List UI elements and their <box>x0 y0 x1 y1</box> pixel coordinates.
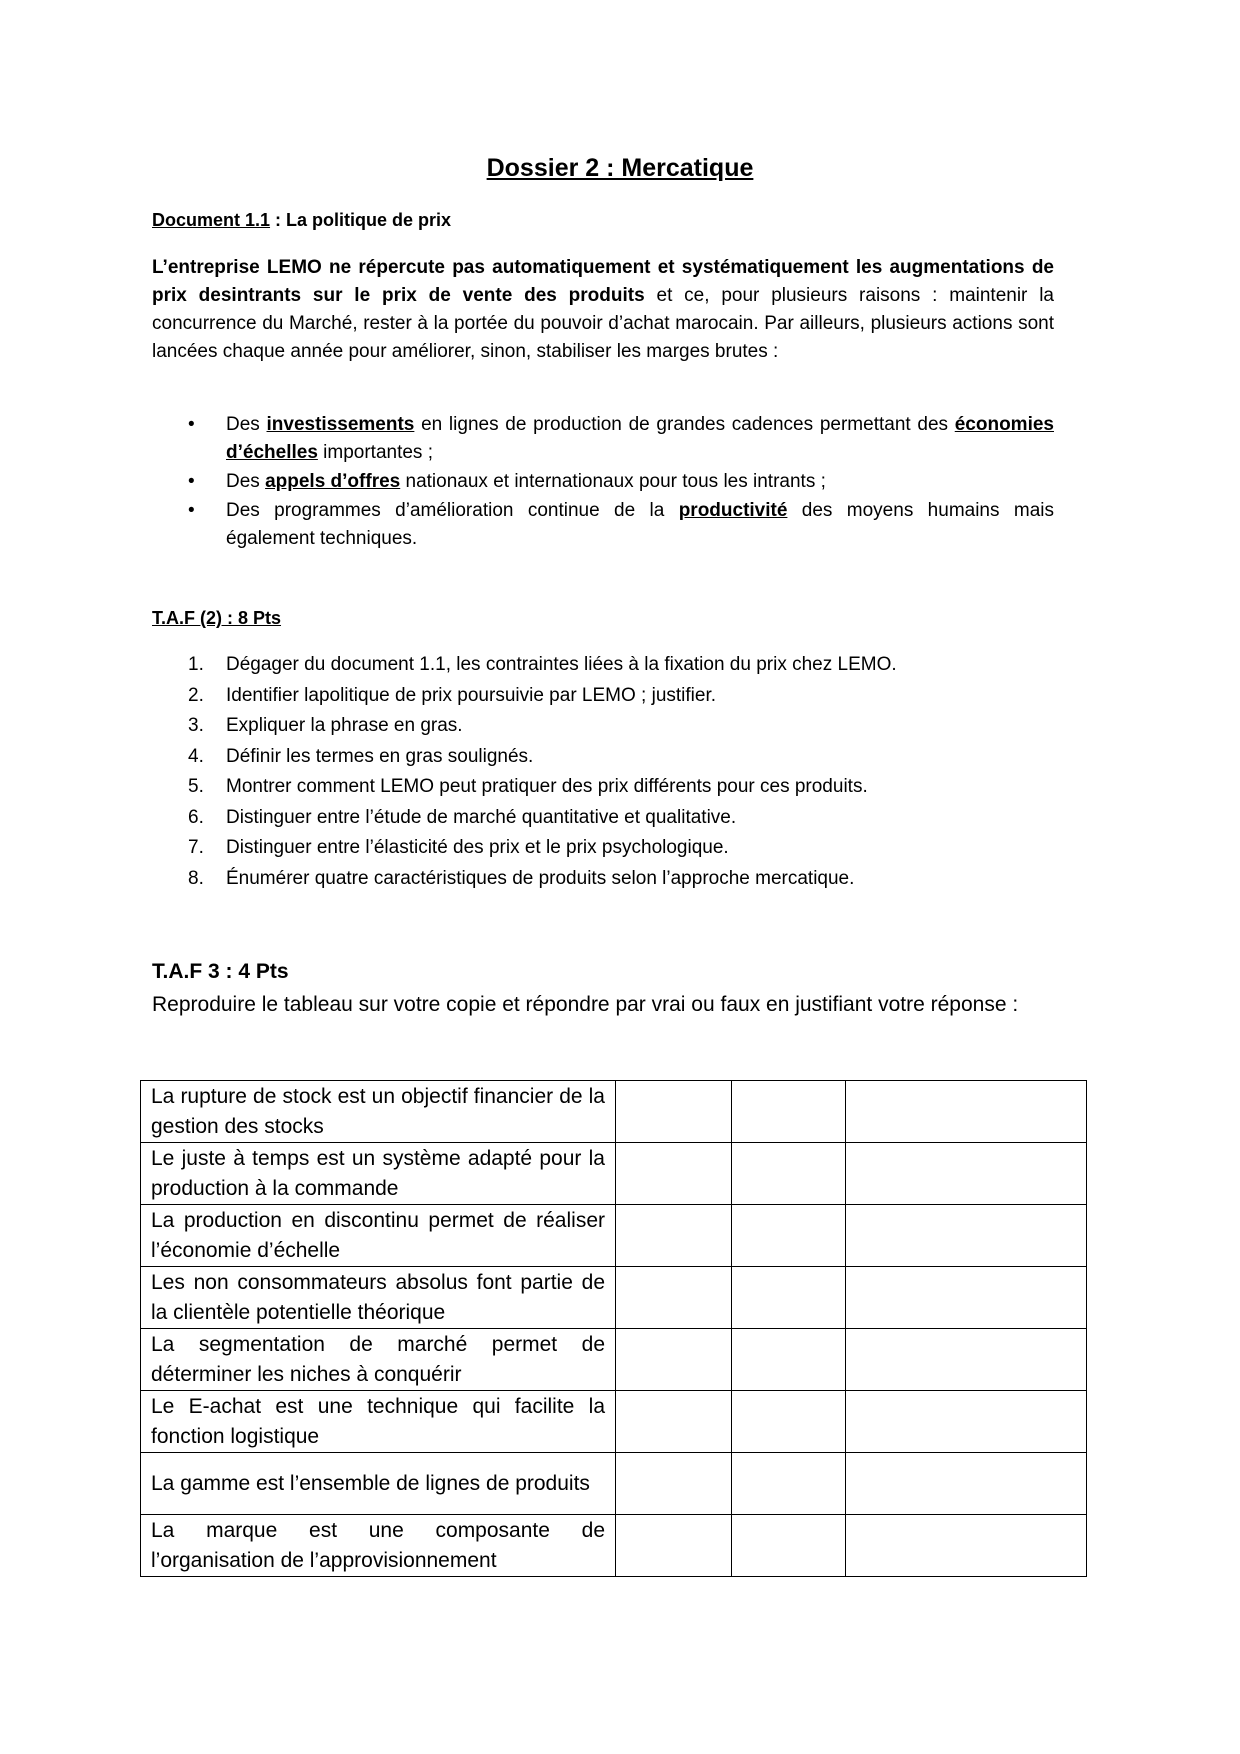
statement-cell: La production en discontinu permet de réaliser l’économie d’échelle <box>141 1205 616 1267</box>
document-sep: : <box>270 210 287 230</box>
bullet-text: importantes ; <box>317 442 433 463</box>
table-row <box>141 1329 1087 1391</box>
question-number: 3. <box>188 715 204 736</box>
bullet-icon: • <box>188 471 195 492</box>
table-row <box>141 1391 1087 1453</box>
table-row <box>141 1453 1087 1515</box>
question-text: Dégager du document 1.1, les contraintes liées à la fixation du prix chez LEMO. <box>226 654 897 675</box>
justification-cell <box>846 1453 1087 1515</box>
question-item <box>152 681 1054 712</box>
question-number: 2. <box>188 684 204 706</box>
true-false-table <box>140 1080 1087 1577</box>
justification-cell <box>846 1081 1087 1143</box>
question-number: 6. <box>188 806 204 828</box>
statement-cell: Le E-achat est une technique qui facilite la fonction logistique <box>141 1391 616 1453</box>
question-number: 7. <box>188 837 204 858</box>
answer-cell <box>732 1205 846 1267</box>
answer-cell <box>616 1329 732 1391</box>
term-appels-offres: appels d’offres <box>265 471 401 492</box>
question-text: Distinguer entre l’élasticité des prix et le prix psychologique. <box>226 837 729 858</box>
document-subtitle: La politique de prix <box>286 210 452 230</box>
paragraph-bold: L’entreprise LEMO ne répercute pas automatiquement et systématiquement les augmentations de prix desintrants sur le prix de vente des produits <box>152 257 1054 306</box>
table-row <box>141 1205 1087 1267</box>
question-text: Énumérer quatre caractéristiques de produits selon l’approche mercatique. <box>226 867 855 889</box>
taf3-instruction: Reproduire le tableau sur votre copie et répondre par vrai ou faux en justifiant votre réponse : <box>152 993 1019 1016</box>
justification-cell <box>846 1329 1087 1391</box>
table-row <box>141 1143 1087 1205</box>
justification-cell <box>846 1391 1087 1453</box>
statement-cell: La marque est une composante de l’organisation de l’approvisionnement <box>141 1515 616 1577</box>
answer-cell <box>616 1453 732 1515</box>
answer-cell <box>616 1391 732 1453</box>
term-economies-echelles: économies d’échelles <box>226 414 1054 463</box>
bullet-text: Des <box>226 471 266 492</box>
question-item <box>152 742 1054 773</box>
paragraph-rest: et ce, pour plusieurs raisons : maintenir la concurrence du Marché, rester à la portée du pouvoir d’achat marocain. Par ailleurs, plusieurs actions sont lancées chaque année pour améliorer, sinon, stabiliser les marges brutes : <box>152 285 1054 362</box>
question-text: Expliquer la phrase en gras. <box>226 715 463 736</box>
question-text: Montrer comment LEMO peut pratiquer des prix différents pour ces produits. <box>226 776 868 797</box>
answer-cell <box>732 1267 846 1329</box>
taf2-question-list <box>152 650 1054 894</box>
bullet-list <box>152 411 1054 554</box>
document-paragraph <box>152 254 1054 366</box>
statement-cell: Les non consommateurs absolus font partie de la clientèle potentielle théorique <box>141 1267 616 1329</box>
question-text: Identifier lapolitique de prix poursuivie par LEMO ; justifier. <box>226 684 717 706</box>
answer-cell <box>732 1329 846 1391</box>
justification-cell <box>846 1267 1087 1329</box>
term-investissements: investissements <box>266 414 415 435</box>
question-item <box>152 650 1054 681</box>
bullet-text: en lignes de production de grandes cadences permettant des <box>414 414 955 435</box>
table-row <box>141 1081 1087 1143</box>
answer-cell <box>616 1267 732 1329</box>
question-text: Distinguer entre l’étude de marché quantitative et qualitative. <box>226 806 737 828</box>
answer-cell <box>616 1515 732 1577</box>
justification-cell <box>846 1515 1087 1577</box>
statement-cell: La segmentation de marché permet de déterminer les niches à conquérir <box>141 1329 616 1391</box>
bullet-item <box>152 468 1054 496</box>
justification-cell <box>846 1143 1087 1205</box>
statement-cell: Le juste à temps est un système adapté pour la production à la commande <box>141 1143 616 1205</box>
bullet-text: Des <box>226 414 267 435</box>
bullet-text: nationaux et internationaux pour tous les intrants ; <box>400 471 826 492</box>
question-item <box>152 711 1054 742</box>
taf2-heading: T.A.F (2) : 8 Pts <box>152 608 282 628</box>
answer-cell <box>616 1081 732 1143</box>
question-number: 4. <box>188 745 204 767</box>
question-item <box>152 864 1054 895</box>
answer-cell <box>732 1143 846 1205</box>
answer-cell <box>616 1205 732 1267</box>
question-item <box>152 772 1054 803</box>
question-number: 1. <box>188 654 204 675</box>
table-row <box>141 1515 1087 1577</box>
question-number: 5. <box>188 776 204 797</box>
statement-cell: La rupture de stock est un objectif financier de la gestion des stocks <box>141 1081 616 1143</box>
document-heading <box>152 208 451 232</box>
question-number: 8. <box>188 867 204 889</box>
question-text: Définir les termes en gras soulignés. <box>226 745 534 767</box>
bullet-text: des moyens humains mais également techniques. <box>226 500 1054 549</box>
bullet-icon: • <box>188 414 195 435</box>
answer-cell <box>732 1081 846 1143</box>
question-item <box>152 833 1054 864</box>
bullet-icon: • <box>188 500 195 521</box>
question-item <box>152 803 1054 834</box>
table-row <box>141 1267 1087 1329</box>
taf3-heading: T.A.F 3 : 4 Pts <box>152 960 289 983</box>
answer-cell <box>616 1143 732 1205</box>
answer-cell <box>732 1453 846 1515</box>
page-title: Dossier 2 : Mercatique <box>486 154 754 182</box>
statement-cell: La gamme est l’ensemble de lignes de produits <box>141 1453 616 1515</box>
bullet-item <box>152 411 1054 467</box>
answer-cell <box>732 1515 846 1577</box>
bullet-text: Des programmes d’amélioration continue de la <box>226 500 679 521</box>
document-label: Document 1.1 <box>152 210 271 230</box>
answer-cell <box>732 1391 846 1453</box>
bullet-item <box>152 497 1054 553</box>
term-productivite: productivité <box>678 500 788 521</box>
justification-cell <box>846 1205 1087 1267</box>
